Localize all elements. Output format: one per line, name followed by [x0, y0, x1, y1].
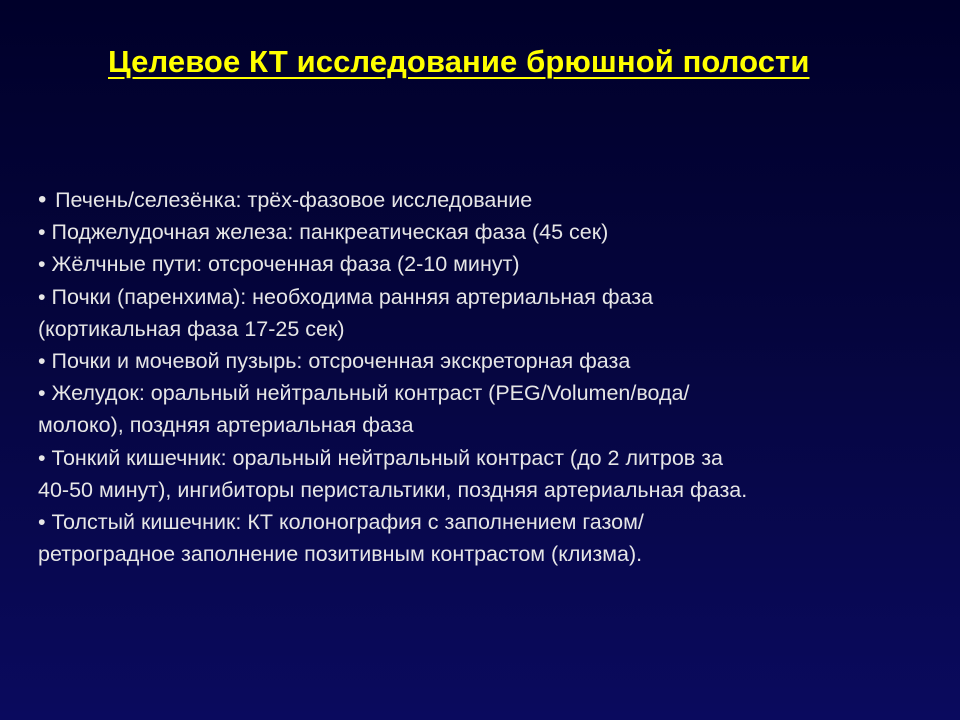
bullet-kidneys-parenchyma: • Почки (паренхима): необходима ранняя артериальная фаза — [38, 284, 654, 309]
bullet-kidneys-bladder: • Почки и мочевой пузырь: отсроченная экскреторная фаза — [38, 349, 631, 374]
bullet-small-intestine-continued: 40-50 минут), ингибиторы перистальтики, поздняя артериальная фаза. — [38, 477, 748, 502]
bullet-stomach: • Желудок: оральный нейтральный контраст (PEG/Volumen/вода/ — [38, 381, 690, 406]
slide-title: Целевое КТ исследование брюшной полости — [108, 44, 810, 79]
bullet-stomach-continued: молоко), поздняя артериальная фаза — [38, 413, 414, 438]
bullet-small-intestine: • Тонкий кишечник: оральный нейтральный контраст (до 2 литров за — [38, 445, 724, 470]
bullet-large-intestine: • Толстый кишечник: КТ колонография с заполнением газом/ — [38, 510, 644, 535]
bullet-bile-ducts: • Жёлчные пути: отсроченная фаза (2-10 минут) — [38, 252, 520, 277]
bullet-kidneys-parenchyma-continued: (кортикальная фаза 17-25 сек) — [38, 316, 345, 341]
bullet-pancreas: • Поджелудочная железа: панкреатическая фаза (45 сек) — [38, 220, 609, 245]
bullet-large-intestine-continued: ретроградное заполнение позитивным контрастом (клизма). — [38, 542, 643, 567]
bullet-list — [38, 184, 938, 570]
bullet-liver-spleen — [38, 184, 938, 216]
bullet-marker: • — [38, 186, 54, 213]
bullet-text: Печень/селезёнка: трёх-фазовое исследование — [55, 188, 533, 212]
